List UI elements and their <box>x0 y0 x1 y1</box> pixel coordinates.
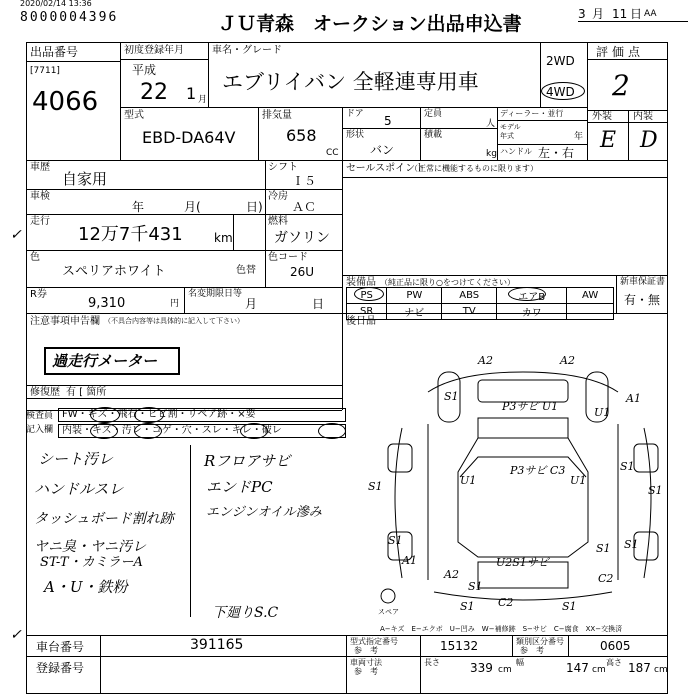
car-name-label: 車名・グレード <box>212 45 282 56</box>
diag-label-c2-rear: C2 <box>498 596 514 609</box>
equip-navi: ナビ <box>387 304 442 320</box>
timestamp: 2020/02/14 13:36 <box>20 0 92 8</box>
diag-label-a2-left: A2 <box>478 354 493 367</box>
category-number: 0605 <box>600 639 631 653</box>
equip-sr: SR <box>347 304 387 320</box>
diag-label-s1-under1: S1 <box>460 600 475 613</box>
diag-label-s1-right3: S1 <box>624 538 639 551</box>
diag-label-p3-u1: P3サビ U1 <box>502 400 559 413</box>
body-shape: バン <box>370 143 395 157</box>
equip-tv: TV <box>442 304 497 320</box>
displacement: 658 <box>286 126 317 145</box>
handwritten-bottom: 下廻りS.C <box>212 605 279 621</box>
exterior-grade: E <box>600 128 617 153</box>
fuel: ガソリン <box>274 230 330 246</box>
lot-label: 出品番号 <box>30 45 79 59</box>
diag-label-s1-right2: S1 <box>648 484 663 497</box>
diag-label-s1-under2: S1 <box>562 600 577 613</box>
equip-ps: PS <box>347 288 387 304</box>
type-number: 15132 <box>440 639 479 653</box>
usage: 自家用 <box>62 170 108 188</box>
diag-label-c2-right: C2 <box>598 572 614 585</box>
margin-mark-2: ✓ <box>10 627 22 643</box>
handle-side: 左・右 <box>538 146 575 160</box>
diag-label-a2-right: A2 <box>560 354 575 367</box>
recycle-fee: 9,310 <box>88 296 126 311</box>
diag-label-u2s1: U2S1サビ <box>496 556 549 569</box>
evaluation-score: 2 <box>612 69 630 102</box>
equip-pw: PW <box>387 288 442 304</box>
spare-label: スペア <box>378 608 399 616</box>
diag-label-a1-rear: A1 <box>402 554 417 567</box>
lot-code: [7711] <box>30 66 60 76</box>
color-code: 26U <box>290 265 315 279</box>
chassis-number: 391165 <box>190 637 244 653</box>
height-value: 187 <box>628 661 651 675</box>
warranty-value: 有・無 <box>624 293 661 307</box>
shift: Ｉ５ <box>292 174 317 188</box>
aircon: ＡＣ <box>292 200 317 214</box>
diag-label-u1-right: U1 <box>594 406 611 419</box>
diag-label-u1-mid: U1 <box>570 474 587 487</box>
registration-year: 22 <box>140 80 168 105</box>
drive-2wd: 2WD <box>546 54 575 68</box>
car-name: エブリイバン 全軽連専用車 <box>222 70 479 94</box>
mileage: 12万7千431 <box>78 224 183 245</box>
barcode-number: 8000004396 <box>20 10 119 25</box>
doors: 5 <box>384 114 392 128</box>
interior-grade: D <box>640 128 658 153</box>
equip-aw: AW <box>567 288 614 304</box>
diag-label-p3-c3: P3サビ C3 <box>510 464 566 477</box>
equip-abs: ABS <box>442 288 497 304</box>
drive-4wd: 4WD <box>546 85 575 99</box>
model-code: EBD-DA64V <box>142 128 236 147</box>
equip-airbag: エアB <box>497 288 567 304</box>
diag-label-s1-left2: S1 <box>388 534 403 547</box>
under-section-label: 後日品 <box>346 316 376 327</box>
over-mileage-stamp: 過走行メーター <box>44 347 180 375</box>
form-title: ＪＵ青森 オークション出品申込書 <box>218 13 522 35</box>
diag-label-s1-front: S1 <box>444 390 459 403</box>
diag-label-s1-rear: S1 <box>468 580 483 593</box>
width-value: 147 <box>566 661 589 675</box>
damage-legend: A−キズ E−エクボ U−凹み W−補修跡 S−サビ C−腐食 XX−交換済 <box>380 625 623 633</box>
registration-month: 1 <box>186 84 197 103</box>
lot-number: 4066 <box>32 87 99 117</box>
diag-label-u1-left: U1 <box>460 474 477 487</box>
color: スペリアホワイト <box>62 264 166 279</box>
ps-circle <box>354 287 384 301</box>
evaluation-label: 評価点 <box>596 45 645 59</box>
inspector-row1: FW・キズ・飛石・ヒビ割・リペア跡・×要 <box>62 409 256 420</box>
registration-era: 平成 <box>132 63 157 77</box>
diag-label-s1-side: S1 <box>596 542 611 555</box>
inspector-row2: 内装・キズ・汚レ・コゲ・穴・スレ・キレ・破レ <box>62 425 282 436</box>
margin-mark: ✓ <box>10 227 22 243</box>
diag-label-s1-left1: S1 <box>368 480 383 493</box>
date-field: 3 月 11 日 AA <box>578 4 688 22</box>
car-damage-diagram <box>348 352 668 630</box>
diag-label-s1-right1: S1 <box>620 460 635 473</box>
registration-label: 初度登録年月 <box>124 45 184 56</box>
equip-leather: カワ <box>497 304 567 320</box>
airbag-circle <box>508 287 546 301</box>
length-value: 339 <box>470 661 493 675</box>
diag-label-a2-rear: A2 <box>444 568 459 581</box>
diag-label-a1-front: A1 <box>626 392 641 405</box>
